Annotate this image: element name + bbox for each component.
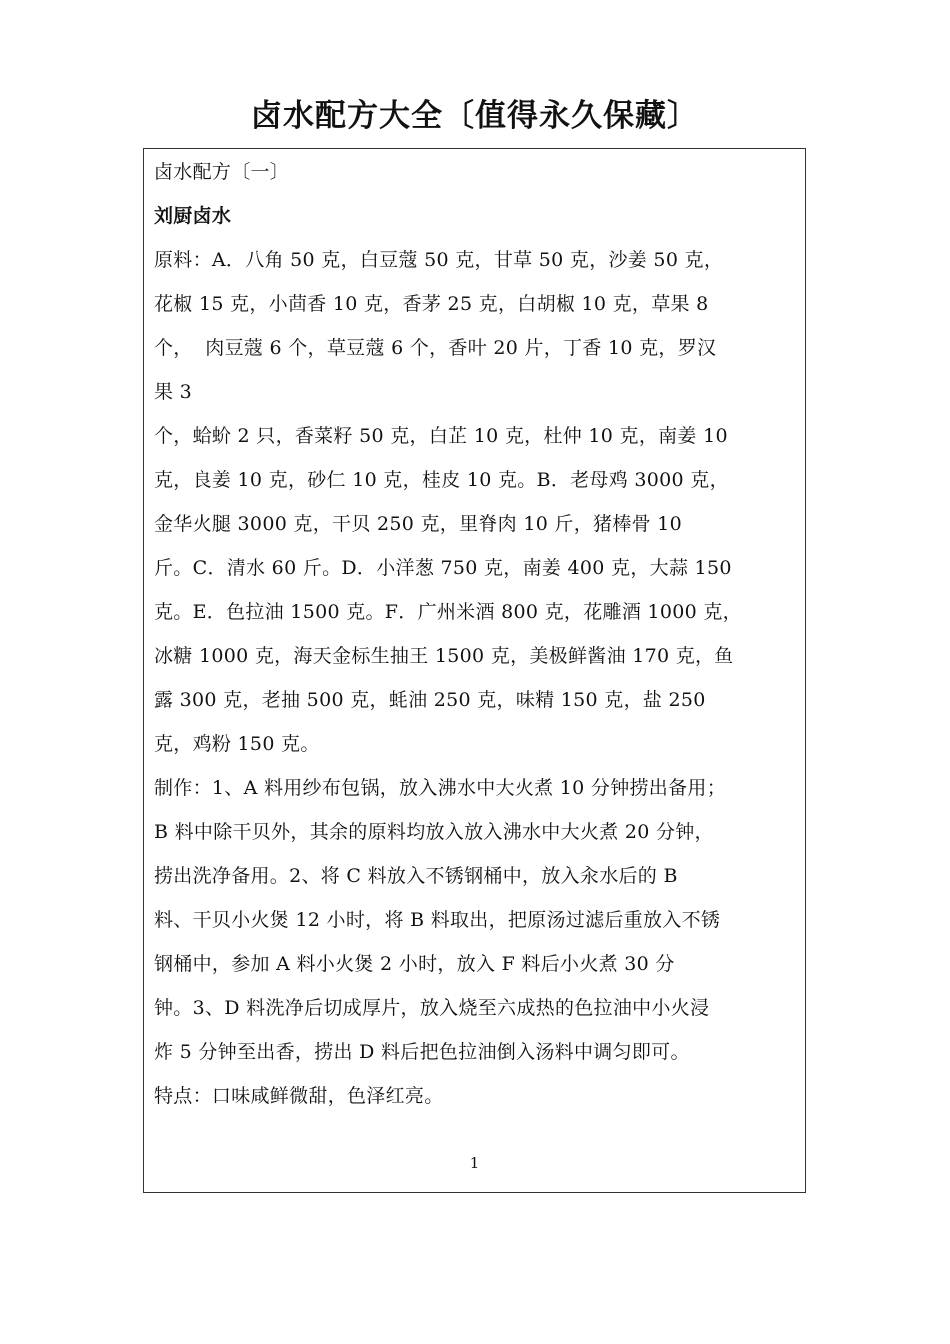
text-line: 钢桶中，参加 A 料小火煲 2 小时，放入 F 料后小火煮 30 分 bbox=[154, 953, 675, 975]
text-line: 花椒 15 克，小茴香 10 克，香茅 25 克，白胡椒 10 克，草果 8 bbox=[154, 293, 709, 315]
text-line: 克。E．色拉油 1500 克。F．广州米酒 800 克，花雕酒 1000 克， bbox=[154, 601, 742, 623]
text-line: 炸 5 分钟至出香，捞出 D 料后把色拉油倒入汤料中调匀即可。 bbox=[154, 1041, 690, 1063]
text-line: 原料：A．八角 50 克，白豆蔻 50 克，甘草 50 克，沙姜 50 克， bbox=[154, 249, 724, 271]
text-line: 特点：口味咸鲜微甜，色泽红亮。 bbox=[154, 1085, 444, 1107]
text-line: 捞出洗净备用。2、将 C 料放入不锈钢桶中，放入汆水后的 B bbox=[154, 865, 678, 887]
text-line: 个， 肉豆蔻 6 个，草豆蔻 6 个，香叶 20 片，丁香 10 克，罗汉 bbox=[154, 337, 717, 359]
page-number: 1 bbox=[469, 1154, 480, 1172]
text-line: 金华火腿 3000 克，干贝 250 克，里脊肉 10 斤，猪棒骨 10 bbox=[154, 513, 683, 535]
content-box bbox=[143, 148, 806, 1193]
text-line: 钟。3、D 料洗净后切成厚片，放入烧至六成热的色拉油中小火浸 bbox=[154, 997, 710, 1019]
text-line: 制作：1、A 料用纱布包锅，放入沸水中大火煮 10 分钟捞出备用； bbox=[154, 777, 727, 799]
document-title: 卤水配方大全〔值得永久保藏〕 bbox=[251, 98, 699, 134]
text-line: 个，蛤蚧 2 只，香菜籽 50 克，白芷 10 克，杜仲 10 克，南姜 10 bbox=[154, 425, 728, 447]
text-line: 克，鸡粉 150 克。 bbox=[154, 733, 320, 755]
recipe-name: 刘厨卤水 bbox=[154, 205, 232, 227]
text-line: 斤。C．清水 60 斤。D．小洋葱 750 克，南姜 400 克，大蒜 150 bbox=[154, 557, 732, 579]
text-line: 克，良姜 10 克，砂仁 10 克，桂皮 10 克。B．老母鸡 3000 克， bbox=[154, 469, 729, 491]
section-title: 卤水配方〔一〕 bbox=[154, 161, 290, 183]
text-line: B 料中除干贝外，其余的原料均放入放入沸水中大火煮 20 分钟， bbox=[154, 821, 714, 843]
text-line: 露 300 克，老抽 500 克，蚝油 250 克，味精 150 克，盐 250 bbox=[154, 689, 706, 711]
text-line: 果 3 bbox=[154, 381, 193, 403]
text-line: 料、干贝小火煲 12 小时，将 B 料取出，把原汤过滤后重放入不锈 bbox=[154, 909, 721, 931]
text-line: 冰糖 1000 克，海天金标生抽王 1500 克，美极鲜酱油 170 克，鱼 bbox=[154, 645, 734, 667]
